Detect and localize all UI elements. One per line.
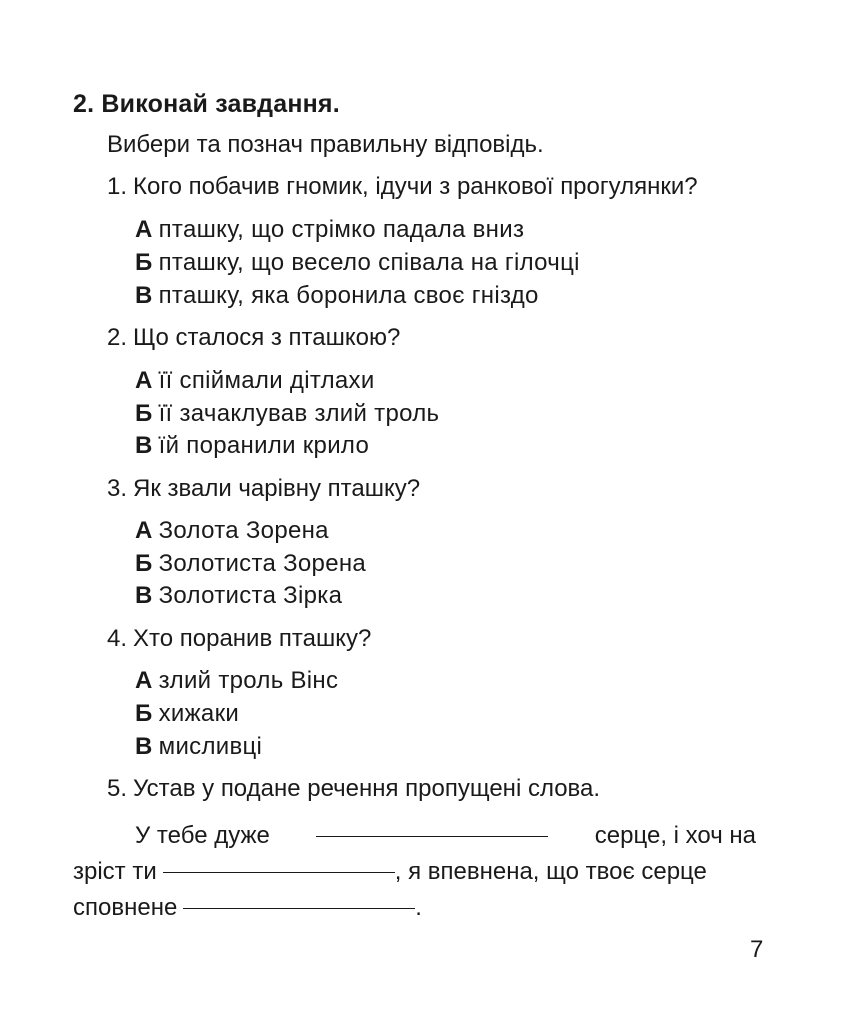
fill-in-text: сповнене: [73, 894, 178, 921]
fill-in-blank-1[interactable]: [316, 835, 548, 837]
option-1c[interactable]: [135, 282, 539, 310]
option-4a[interactable]: [135, 667, 338, 695]
question-1: [107, 173, 698, 201]
option-letter: Б: [135, 550, 153, 577]
option-text: злий троль Вінс: [158, 667, 339, 694]
question-text: Що сталося з пташкою?: [133, 324, 401, 351]
fill-in-blank-2[interactable]: [163, 871, 395, 873]
question-text: Як звали чарівну пташку?: [133, 475, 421, 502]
option-text: пташку, що стрімко падала вниз: [158, 216, 525, 243]
option-text: пташку, яка боронила своє гніздо: [158, 282, 539, 309]
option-letter: В: [135, 733, 153, 760]
question-5: [107, 775, 600, 803]
task-instruction: Вибери та познач правильну відповідь.: [107, 131, 544, 158]
fill-in-text: серце, і хоч на: [594, 822, 756, 849]
option-text: хижаки: [158, 700, 240, 727]
fill-in-text: .: [415, 894, 422, 921]
option-3b[interactable]: [135, 550, 366, 578]
question-text: Устав у подане речення пропущені слова.: [133, 775, 601, 802]
question-number: 5.: [107, 775, 128, 802]
option-text: Золота Зорена: [158, 517, 329, 544]
option-4c[interactable]: [135, 733, 262, 761]
option-letter: А: [135, 667, 153, 694]
fill-in-line-3: [73, 890, 756, 926]
option-text: пташку, що весело співала на гілочці: [158, 249, 580, 276]
question-4: [107, 625, 371, 653]
option-letter: Б: [135, 700, 153, 727]
option-letter: Б: [135, 400, 153, 427]
question-number: 2.: [107, 324, 128, 351]
question-number: 1.: [107, 173, 128, 200]
option-3a[interactable]: [135, 517, 329, 545]
question-number: 4.: [107, 625, 128, 652]
task-heading: 2. Виконай завдання.: [73, 90, 340, 118]
option-letter: А: [135, 367, 153, 394]
fill-in-paragraph: [73, 818, 756, 926]
fill-in-blank-3[interactable]: [183, 907, 415, 909]
fill-in-line-1: [73, 818, 756, 854]
question-2: [107, 324, 400, 352]
question-text: Кого побачив гномик, ідучи з ранкової прогулянки?: [133, 173, 698, 200]
fill-in-text: зріст ти: [73, 858, 157, 885]
option-text: Золотиста Зорена: [158, 550, 367, 577]
question-text: Хто поранив пташку?: [133, 625, 372, 652]
option-letter: В: [135, 582, 153, 609]
page-number: 7: [750, 936, 764, 963]
option-1a[interactable]: [135, 216, 524, 244]
option-text: її спіймали дітлахи: [158, 367, 375, 394]
option-2c[interactable]: [135, 432, 369, 460]
fill-in-line-2: [73, 854, 756, 890]
option-text: мисливці: [158, 733, 263, 760]
option-text: її зачаклував злий троль: [158, 400, 440, 427]
question-number: 3.: [107, 475, 128, 502]
option-letter: В: [135, 432, 153, 459]
option-4b[interactable]: [135, 700, 239, 728]
option-letter: А: [135, 216, 153, 243]
option-1b[interactable]: [135, 249, 580, 277]
option-text: їй поранили крило: [158, 432, 370, 459]
option-2a[interactable]: [135, 367, 375, 395]
option-2b[interactable]: [135, 400, 439, 428]
option-text: Золотиста Зірка: [158, 582, 343, 609]
option-letter: В: [135, 282, 153, 309]
question-3: [107, 475, 420, 503]
option-letter: А: [135, 517, 153, 544]
fill-in-text: , я впевнена, що твоє серце: [394, 858, 707, 885]
fill-in-text: У тебе дуже: [135, 822, 270, 849]
option-letter: Б: [135, 249, 153, 276]
option-3c[interactable]: [135, 582, 342, 610]
